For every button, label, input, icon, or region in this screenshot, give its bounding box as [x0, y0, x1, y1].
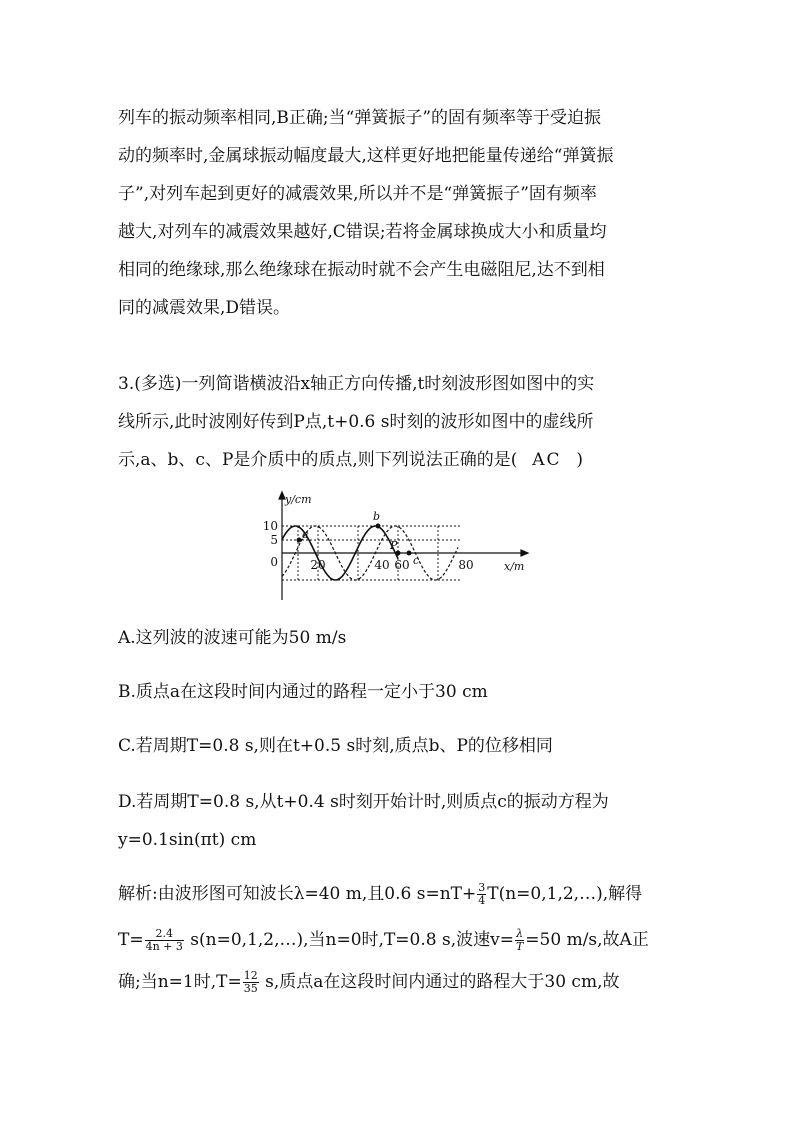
wave-figure	[262, 490, 532, 605]
solution-text: 确;当n=1时,T=	[118, 972, 242, 992]
explanation-line-1: 列车的振动频率相同,B正确;当“弹簧振子”的固有频率等于受迫振	[118, 108, 602, 128]
solution-line-3	[118, 970, 698, 995]
option-d: D.若周期T=0.8 s,从t+0.4 s时刻开始计时,则质点c的振动方程为	[118, 792, 609, 812]
fraction-12-35: $\frac{12}{35}$	[243, 969, 258, 995]
label-b: b	[373, 510, 381, 523]
label-P: P	[390, 539, 398, 552]
question-line-3	[118, 448, 698, 472]
x-tick-20: 20	[310, 558, 326, 572]
y-tick-0: 0	[270, 555, 278, 569]
question-close: )	[576, 450, 583, 470]
label-c: c	[413, 554, 420, 567]
x-axis-label: x/m	[504, 560, 525, 573]
question-stem: 示,a、b、c、P是介质中的质点,则下列说法正确的是(	[118, 450, 518, 470]
question-line-1: 3.(多选)一列简谐横波沿x轴正方向传播,t时刻波形图如图中的实	[118, 374, 595, 394]
y-axis-label: y/cm	[285, 493, 312, 506]
answer-key: AC	[532, 450, 562, 470]
solution-text: s(n=0,1,2,…),当n=0时,T=0.8 s,波速v=	[184, 930, 514, 950]
solution-text: s,质点a在这段时间内通过的路程大于30 cm,故	[259, 972, 620, 992]
explanation-line-6: 同的减震效果,D错误。	[118, 298, 291, 318]
option-d-equation: y=0.1sin(πt) cm	[118, 830, 257, 850]
solution-text: 解析:由波形图可知波长λ=40 m,且0.6 s=nT+	[118, 884, 477, 904]
x-tick-40: 40	[374, 558, 390, 572]
solution-line-2	[118, 928, 698, 953]
label-a: a	[302, 528, 309, 541]
point-a	[297, 538, 302, 543]
solution-text: =50 m/s,故A正	[525, 930, 649, 950]
fraction-lambda-T: $\frac{\lambda}{T}$	[515, 927, 524, 953]
question-line-2: 线所示,此时波刚好传到P点,t+0.6 s时刻的波形如图中的虚线所	[118, 412, 594, 432]
explanation-line-4: 越大,对列车的减震效果越好,C错误;若将金属球换成大小和质量均	[118, 222, 607, 242]
x-axis-arrow	[521, 550, 528, 556]
y-tick-5: 5	[270, 533, 278, 547]
explanation-line-3: 子”,对列车起到更好的减震效果,所以并不是“弹簧振子”固有频率	[118, 184, 597, 204]
explanation-line-2: 动的频率时,金属球振动幅度最大,这样更好地把能量传递给“弹簧振	[118, 146, 614, 166]
point-c	[407, 551, 412, 556]
option-b: B.质点a在这段时间内通过的路程一定小于30 cm	[118, 682, 488, 702]
option-c: C.若周期T=0.8 s,则在t+0.5 s时刻,质点b、P的位移相同	[118, 736, 553, 756]
solution-line-1	[118, 882, 698, 907]
solution-text: T=	[118, 930, 144, 950]
fraction-3-4: $\frac{3}{4}$	[478, 881, 486, 907]
explanation-line-5: 相同的绝缘球,那么绝缘球在振动时就不会产生电磁阻尼,达不到相	[118, 260, 605, 280]
point-b	[376, 524, 381, 529]
option-a: A.这列波的波速可能为50 m/s	[118, 628, 347, 648]
x-tick-60: 60	[394, 558, 410, 572]
x-tick-80: 80	[458, 558, 474, 572]
fraction-period: $\frac{2.4}{4n + 3}$	[145, 927, 183, 953]
y-tick-10: 10	[262, 519, 278, 533]
solution-text: T(n=0,1,2,…),解得	[487, 884, 643, 904]
